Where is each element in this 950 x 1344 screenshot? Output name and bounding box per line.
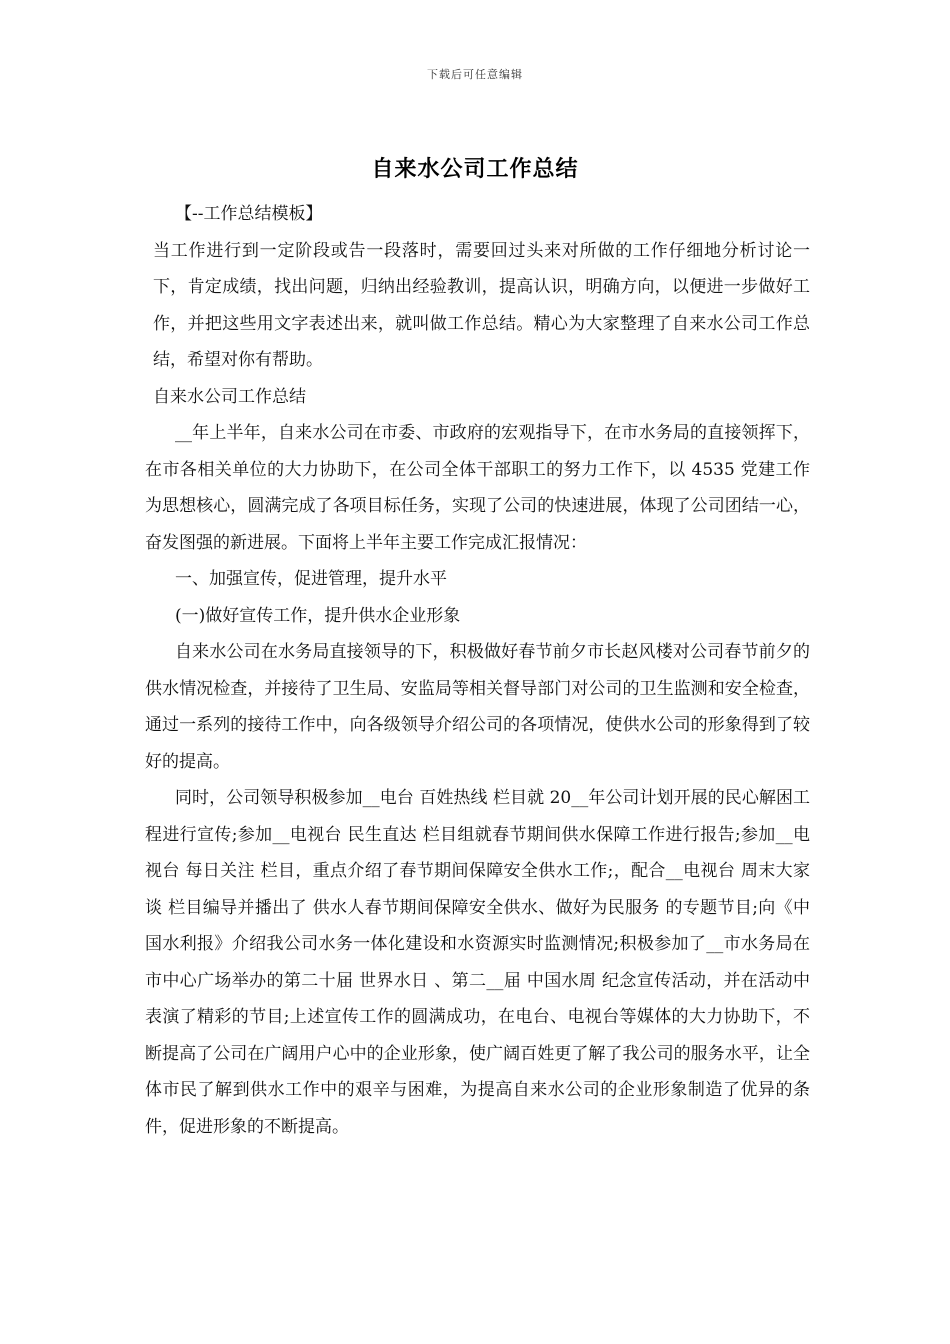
section-heading-1: 一、加强宣传，促进管理，提升水平 [175,569,447,589]
section-subtitle: 自来水公司工作总结 [153,386,306,407]
document-body [145,196,810,1145]
paragraph-overview: __年上半年，自来水公司在市委、市政府的宏观指导下，在市水务局的直接领挥下，在市各相关单位的大力协助下，在公司全体干部职工的努力工作下，以 4535 党建工作为思想核心，圆满完成了各项目标任务，实现了公司的快速进展，体现了公司团结一心，奋发图强的新进展。下面将上半年主要工作完成汇报情况： [145,423,810,553]
paragraph-publicity: 同时，公司领导积极参加__电台 百姓热线 栏目就 20__年公司计划开展的民心解困工程进行宣传;参加__电视台 民生直达 栏目组就春节期间供水保障工作进行报告;参加__电视台 每日关注 栏目，重点介绍了春节期间保障安全供水工作;，配合__电视台 周末大家谈 栏目编导并播出了 供水人春节期间保障安全供水、做好为民服务 的专题节目;向《中国水利报》介绍我公司水务一体化建设和水资源实时监测情况;积极参加了__市水务局在市中心广场举办的第二十届 世界水日 、第二__届 中国水周 纪念宣传活动，并在活动中表演了精彩的节目;上述宣传工作的圆满成功，在电台、电视台等媒体的大力协助下，不断提高了公司在广阔用户心中的企业形象，使广阔百姓更了解了我公司的服务水平，让全体市民了解到供水工作中的艰辛与困难，为提高自来水公司的企业形象制造了优异的条件，促进形象的不断提高。 [145,788,810,1137]
template-tag: 【--工作总结模板】 [175,204,323,224]
paragraph-reception: 自来水公司在水务局直接领导的下，积极做好春节前夕市长赵风楼对公司春节前夕的供水情况检查，并接待了卫生局、安监局等相关督导部门对公司的卫生监测和安全检查，通过一系列的接待工作中，向各级领导介绍公司的各项情况，使供水公司的形象得到了较好的提高。 [145,642,810,772]
page-header-caption: 下载后可任意编辑 [427,68,523,81]
intro-paragraph: 当工作进行到一定阶段或告一段落时，需要回过头来对所做的工作仔细地分析讨论一下，肯定成绩，找出问题，归纳出经验教训，提高认识，明确方向，以便进一步做好工作，并把这些用文字表述出来，就叫做工作总结。精心为大家整理了自来水公司工作总结，希望对你有帮助。 [153,240,810,370]
document-title: 自来水公司工作总结 [371,156,579,182]
section-heading-1-1: (一)做好宣传工作，提升供水企业形象 [175,605,461,626]
